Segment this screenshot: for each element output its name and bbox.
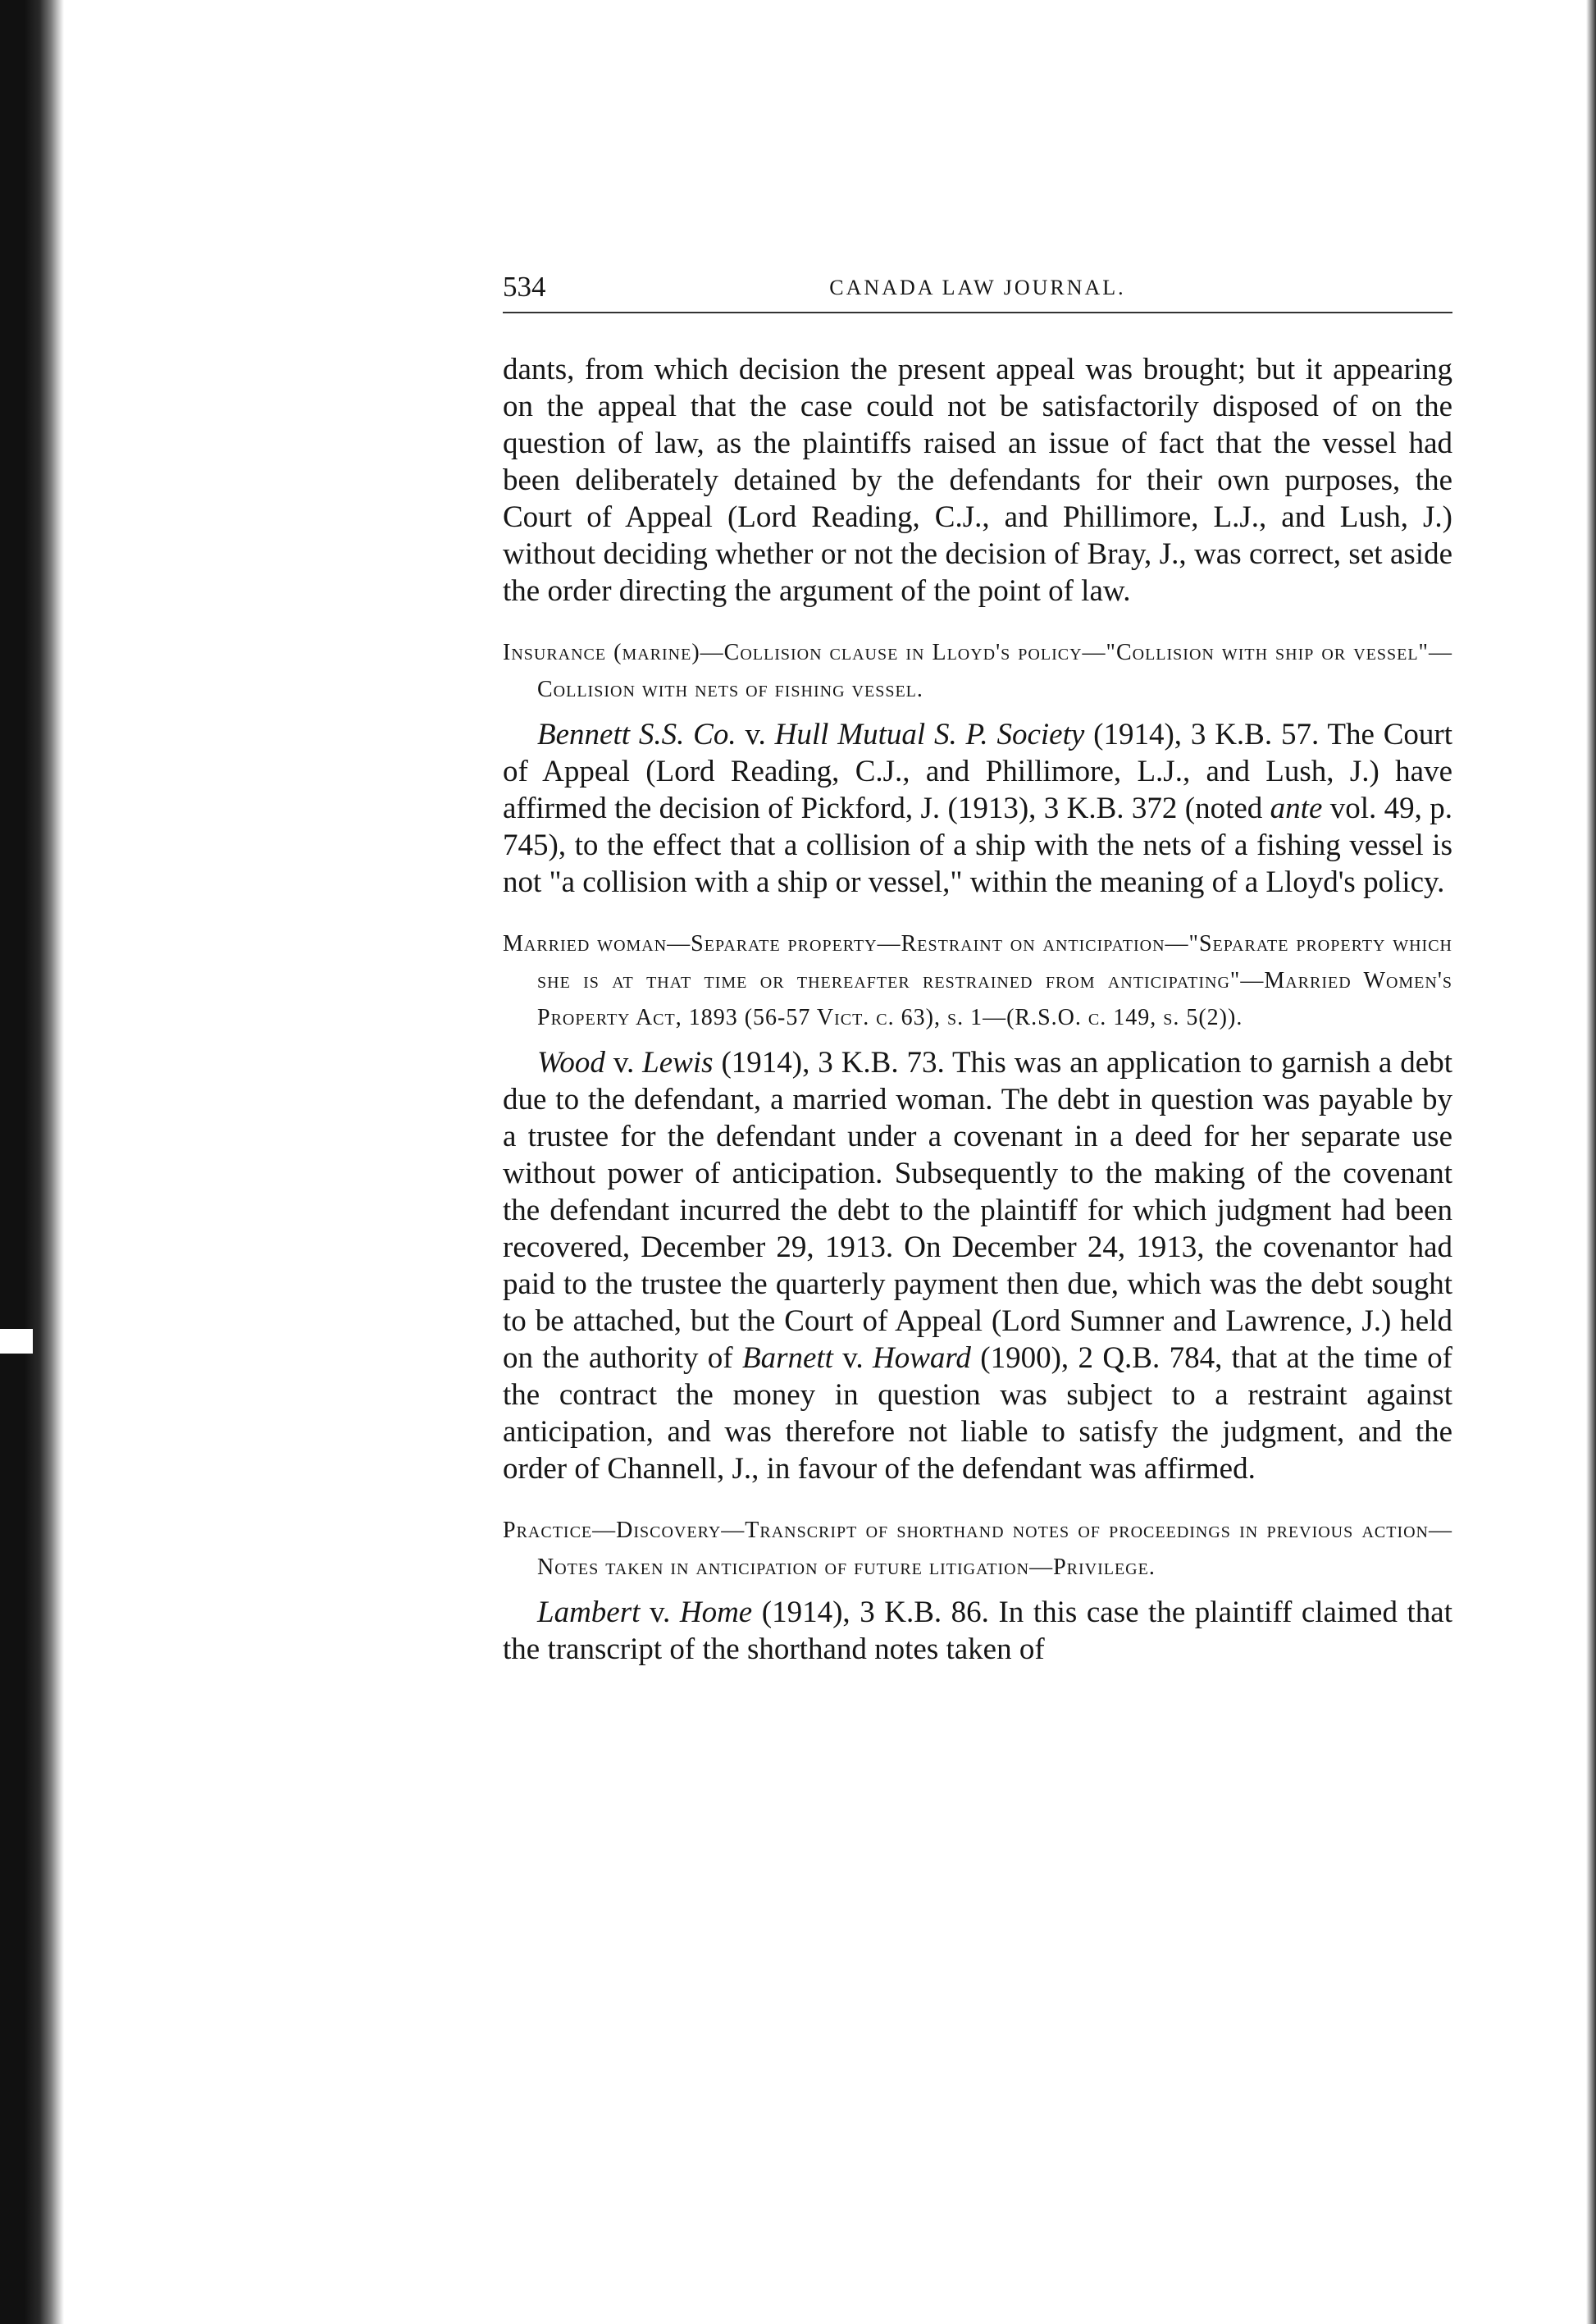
page-number: 534 <box>503 271 546 303</box>
case-paragraph-bennett: Bennett S.S. Co. v. Hull Mutual S. P. Society (1914), 3 K.B. 57. The Court of Appeal (Lord Reading, C.J., and Phillimore, L.J., and Lush, J.) have affirmed the decision of Pickford, J. (1913), 3 K.B. 372 (noted ante vol. 49, p. 745), to the effect that a collision of a ship with the nets of a fishing vessel is not "a collision with a ship or vessel," within the meaning of a Lloyd's policy. <box>503 718 1453 899</box>
running-head <box>503 271 1452 313</box>
section-heading-insurance: Insurance (marine)—Collision clause in Lloyd's policy—"Collision with ship or vessel"—Collision with nets of fishing vessel. <box>503 640 1452 702</box>
case-name: Bennett S.S. Co. <box>537 718 736 751</box>
case-name: Home <box>679 1596 753 1629</box>
scan-binding-edge <box>0 0 64 2324</box>
case-name: Wood <box>537 1046 605 1080</box>
case-paragraph-lambert: Lambert v. Home (1914), 3 K.B. 86. In this case the plaintiff claimed that the transcript of the shorthand notes taken of <box>503 1596 1452 1666</box>
case-paragraph-wood: Wood v. Lewis (1914), 3 K.B. 73. This was an application to garnish a debt due to the defendant, a married woman. The debt in question was payable by a trustee for the defendant under a covenant in a deed for her separate use without power of anticipation. Subsequently to the making of the covenant the defendant incurred the debt to the plaintiff for which judgment had been recovered, December 29, 1913. On December 24, 1913, the covenantor had paid to the trustee the quarterly payment then due, which was the debt sought to be attached, but the Court of Appeal (Lord Sumner and Lawrence, J.) held on the authority of Barnett v. Howard (1900), 2 Q.B. 784, that at the time of the contract the money in question was subject to a restraint against anticipation, and was therefore not liable to satisfy the judgment, and the order of Channell, J., in favour of the defendant was affirmed. <box>503 1046 1452 1486</box>
scan-right-edge <box>1586 0 1596 2324</box>
section-heading-practice: Practice—Discovery—Transcript of shorthand notes of proceedings in previous action—Notes taken in anticipation of future litigation—Privilege. <box>503 1518 1452 1580</box>
continued-paragraph: dants, from which decision the present appeal was brought; but it appearing on the appeal that the case could not be satisfactorily disposed of on the question of law, as the plaintiffs raised an issue of fact that the vessel had been deliberately detained by the defendants for their own purposes, the Court of Appeal (Lord Reading, C.J., and Phillimore, L.J., and Lush, J.) without deciding whether or not the decision of Bray, J., was correct, set aside the order directing the argument of the point of law. <box>503 353 1452 608</box>
section-heading-married-woman: Married woman—Separate property—Restraint on anticipation—"Separate property which she is at that time or thereafter restrained from anticipating"—Married Women's Property Act, 1893 (56-57 Vict. c. 63), s. 1—(R.S.O. c. 149, s. 5(2)). <box>503 931 1452 1030</box>
case-name: Howard <box>872 1341 971 1375</box>
case-name: Hull Mutual S. P. Society <box>774 718 1085 751</box>
scan-edge-gap <box>0 1329 33 1354</box>
case-name: Lewis <box>642 1046 714 1080</box>
journal-title: CANADA LAW JOURNAL. <box>829 276 1126 299</box>
case-name: Barnett <box>741 1341 833 1375</box>
journal-page <box>503 271 1452 1668</box>
ante-reference: ante <box>1270 792 1323 825</box>
case-name: Lambert <box>537 1596 641 1629</box>
